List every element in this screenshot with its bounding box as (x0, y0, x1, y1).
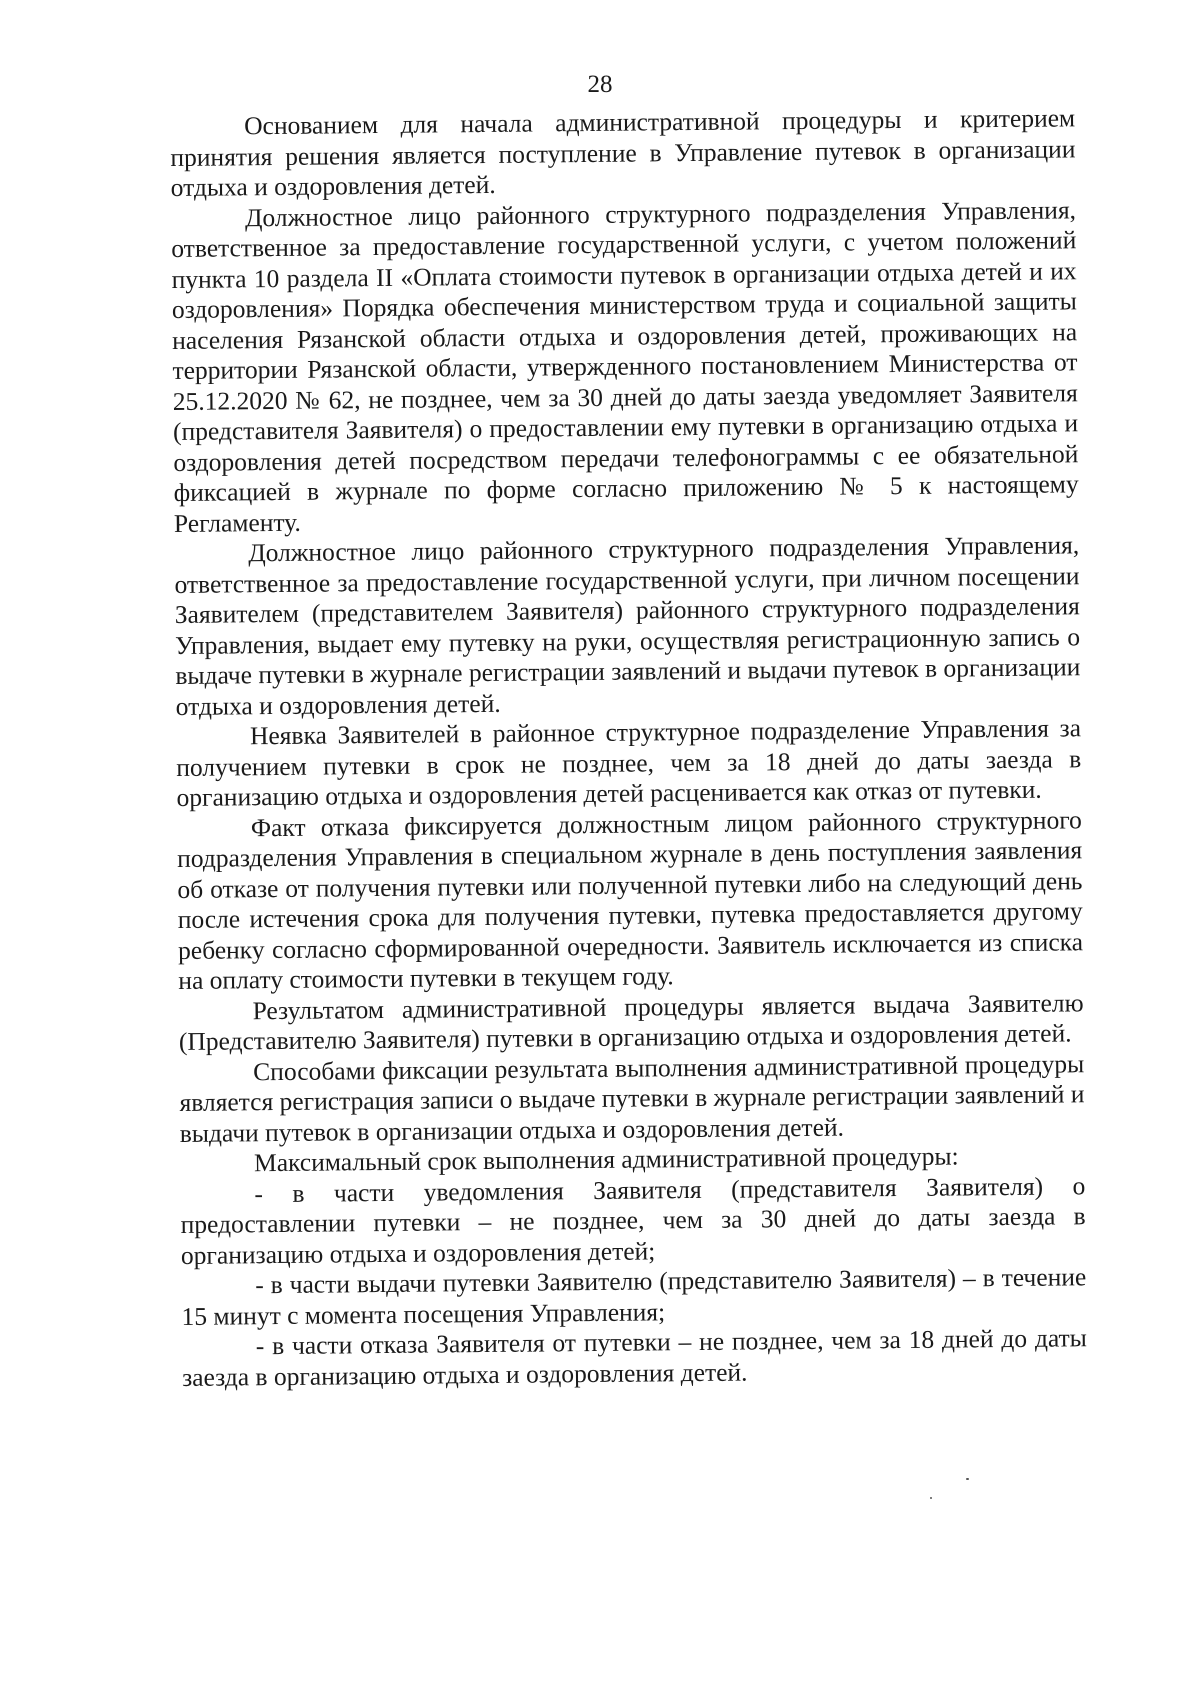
document-body (170, 103, 1087, 1393)
paragraph-max-term: Максимальный срок выполнения административной процедуры: (253, 1141, 959, 1178)
page-number: 28 (587, 71, 613, 98)
paragraph-issuance: Должностное лицо районного структурного подразделения Управления, ответственное за предоставление государственной услуги, при личном посещении Заявителем (представителем Заявителя) районного структурного подразделения Управления, выдает ему путевку на руки, осуществляя регистрационную запись о выдаче путевки в журнале регистрации заявлений и выдачи путевок в организации отдыха и оздоровления детей. (174, 530, 1081, 721)
paragraph-result: Результатом административной процедуры является выдача Заявителю (Представителю Заявителя) путевки в организацию отдыха и оздоровления детей. (178, 987, 1084, 1056)
paragraph-non-appearance: Неявка Заявителей в районное структурное подразделение Управления за получением путевки в срок не позднее, чем за 18 дней до даты заезда в организацию отдыха и оздоровления детей расценивается как отказ от путевки. (176, 713, 1082, 812)
list-item-issuance-term: - в части выдачи путевки Заявителю (представителю Заявителя) – в течение 15 минут с момента посещения Управления; (181, 1262, 1087, 1331)
paragraph-refusal: Факт отказа фиксируется должностным лицом районного структурного подразделения Управления в специальном журнале в день поступления заявления об отказе от получения путевки или полученной путевки либо на следующий день после истечения срока для получения путевки, путевка предоставляется другому ребенку согласно сформированной очередности. Заявитель исключается из списка на оплату стоимости путевки в текущем году. (177, 804, 1084, 995)
paragraph-recording-methods: Способами фиксации результата выполнения административной процедуры является регистрация записи о выдаче путевки в журнале регистрации заявлений и выдачи путевок в организации отдыха и оздоровления детей. (179, 1048, 1085, 1148)
scan-speck (966, 1478, 969, 1480)
list-item-refusal-term: - в части отказа Заявителя от путевки – не позднее, чем за 18 дней до даты заезда в организацию отдыха и оздоровления детей. (182, 1323, 1087, 1392)
paragraph-basis: Основанием для начала административной процедуры и критерием принятия решения является поступление в Управление путевок в организации отдыха и оздоровления детей. (170, 103, 1076, 202)
scan-speck (930, 1497, 932, 1499)
list-item-notification-term: - в части уведомления Заявителя (представителя Заявителя) о предоставлении путевки – не позднее, чем за 30 дней до даты заезда в организацию отдыха и оздоровления детей; (180, 1170, 1086, 1270)
paragraph-notification: Должностное лицо районного структурного подразделения Управления, ответственное за предоставление государственной услуги, с учетом положений пункта 10 раздела II «Оплата стоимости путевок в организации отдыха детей и их оздоровления» Порядка обеспечения министерством труда и социальной защиты населения Рязанской области отдыха и оздоровления детей, проживающих на территории Рязанской области, утвержденного постановлением Министерства от 25.12.2020 № 62, не позднее, чем за 30 дней до даты заезда уведомляет Заявителя (представителя Заявителя) о предоставлении ему путевки в организацию отдыха и оздоровления детей посредством передачи телефонограммы с ее обязательной фиксацией в журнале по форме согласно приложению № 5 к настоящему Регламенту. (171, 194, 1079, 538)
